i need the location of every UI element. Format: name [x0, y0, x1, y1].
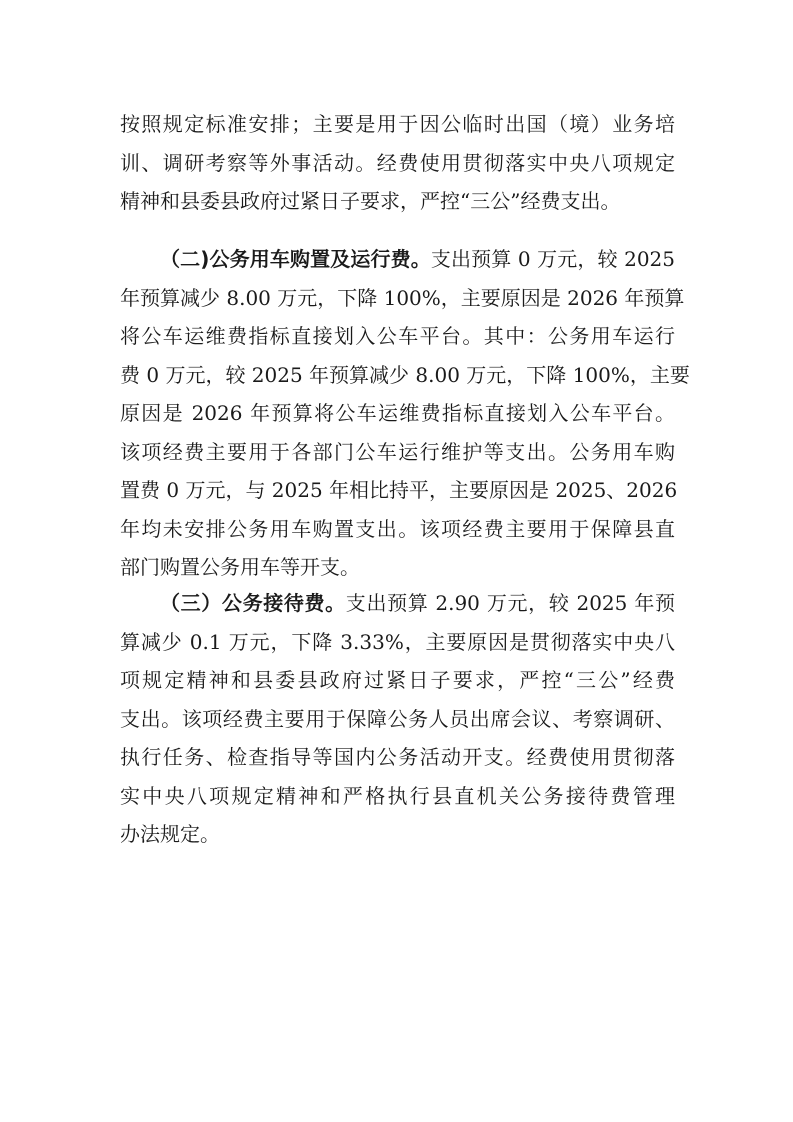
section-heading-vehicle: （二)公务用车购置及运行费。 — [160, 247, 431, 271]
text-line: 将公车运维费指标直接划入公车平台。其中：公务用车运行 — [120, 324, 675, 348]
section-heading-reception: （三）公务接待费。 — [160, 591, 346, 615]
text-line: 算减少 0.1 万元，下降 3.33%，主要原因是贯彻落实中央八 — [120, 629, 675, 654]
text-line: 精神和县委县政府过紧日子要求，严控“三公”经费支出。 — [120, 189, 621, 213]
text-line: 实中央八项规定精神和严格执行县直机关公务接待费管理 — [120, 783, 675, 808]
paragraph-official-reception — [120, 584, 675, 854]
text-line: 年预算减少 8.00 万元，下降 100%，主要原因是 2026 年预算 — [120, 285, 685, 310]
text-segment: 支出预算 2.90 万元，较 2025 年预 — [345, 591, 676, 615]
text-line: 训、调研考察等外事活动。经费使用贯彻落实中央八项规定 — [120, 150, 675, 175]
text-line: 项规定精神和县委县政府过紧日子要求，严控“三公”经费 — [120, 668, 675, 692]
text-line: 该项经费主要用于各部门公车运行维护等支出。公务用车购 — [120, 439, 675, 464]
text-line: 支出。该项经费主要用于保障公务人员出席会议、考察调研、 — [120, 706, 675, 731]
text-line: 置费 0 万元，与 2025 年相比持平，主要原因是 2025、2026 — [120, 478, 678, 502]
text-line: 年均未安排公务用车购置支出。该项经费主要用于保障县直 — [120, 516, 675, 541]
text-line: 执行任务、检查指导等国内公务活动开支。经费使用贯彻落 — [120, 745, 675, 769]
text-line: 按照规定标准安排；主要是用于因公临时出国（境）业务培 — [120, 112, 675, 136]
text-line — [120, 584, 675, 623]
text-line: 办法规定。 — [120, 822, 220, 846]
text-line: 原因是 2026 年预算将公车运维费指标直接划入公车平台。 — [120, 401, 675, 425]
paragraph-foreign-travel-continued — [120, 105, 675, 221]
paragraph-official-vehicle — [120, 240, 690, 587]
text-line: 费 0 万元，较 2025 年预算减少 8.00 万元，下降 100%，主要 — [120, 362, 690, 387]
text-line: 部门购置公务用车等开支。 — [120, 555, 360, 579]
text-line — [120, 240, 675, 279]
text-segment: 支出预算 0 万元，较 2025 — [430, 247, 676, 271]
